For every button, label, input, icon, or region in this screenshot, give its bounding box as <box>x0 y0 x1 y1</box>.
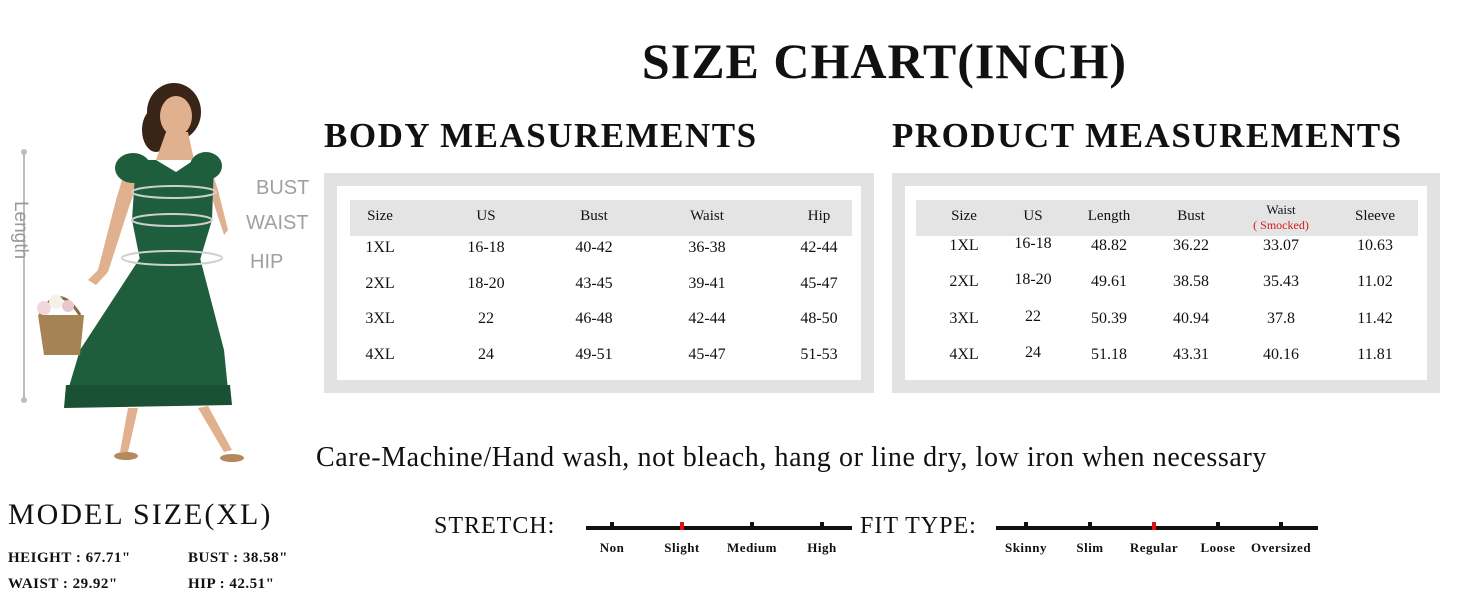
body-table-cell: 1XL <box>365 239 395 256</box>
product-table-inner <box>905 186 1427 380</box>
product-table-cell: 40.16 <box>1263 346 1299 363</box>
stretch-option-high: High <box>807 540 837 555</box>
hip-label: HIP <box>250 251 284 273</box>
body-header-cell: Bust <box>580 208 608 224</box>
model-size-title: MODEL SIZE(XL) <box>8 498 273 531</box>
stretch-tick <box>750 522 754 530</box>
product-table-cell: 43.31 <box>1173 346 1209 363</box>
product-measurements-title: PRODUCT MEASUREMENTS <box>892 116 1403 155</box>
product-header-cell <box>1253 202 1309 233</box>
body-table-cell: 18-20 <box>467 275 505 292</box>
model-photo <box>28 80 258 475</box>
product-table-cell: 24 <box>1025 344 1041 361</box>
body-header-cell: Waist <box>690 208 724 224</box>
product-header-cell: US <box>1023 208 1043 224</box>
product-table-cell: 37.8 <box>1267 310 1295 327</box>
body-table-inner <box>337 186 861 380</box>
product-table-cell: 51.18 <box>1091 346 1127 363</box>
fit-type-option-skinny: Skinny <box>1004 540 1048 555</box>
fit-type-tick <box>1216 522 1220 530</box>
product-table-cell: 50.39 <box>1091 310 1127 327</box>
body-table-cell: 43-45 <box>575 275 613 292</box>
fit-type-option-regular: Regular <box>1129 540 1179 555</box>
product-table-cell: 10.63 <box>1357 237 1393 254</box>
waist-header-label: Waist <box>1266 202 1296 217</box>
body-table-cell: 51-53 <box>800 346 838 363</box>
product-header-cell: Bust <box>1177 208 1205 224</box>
stretch-option-medium: Medium <box>727 540 777 555</box>
product-table-cell: 3XL <box>949 310 979 327</box>
body-table-cell: 48-50 <box>800 310 838 327</box>
length-label: Length <box>10 200 31 260</box>
fit-type-tick <box>1152 522 1156 530</box>
model-waist: WAIST : 29.92" <box>8 576 118 592</box>
body-table-cell: 42-44 <box>800 239 838 256</box>
product-header-cell: Length <box>1087 208 1131 224</box>
stretch-tick <box>680 522 684 530</box>
product-table-cell: 33.07 <box>1263 237 1299 254</box>
product-table-cell: 48.82 <box>1091 237 1127 254</box>
body-table-cell: 16-18 <box>467 239 505 256</box>
bust-label: BUST <box>256 177 310 199</box>
stretch-tick <box>820 522 824 530</box>
stretch-option-non: Non <box>599 540 625 555</box>
product-table-cell: 35.43 <box>1263 273 1299 290</box>
product-table-cell: 40.94 <box>1173 310 1209 327</box>
length-indicator-line <box>23 152 25 400</box>
product-header-cell: Size <box>951 208 977 224</box>
fit-type-tick <box>1024 522 1028 530</box>
body-table-cell: 2XL <box>365 275 395 292</box>
product-table-cell: 22 <box>1025 308 1041 325</box>
fit-type-option-oversized: Oversized <box>1250 540 1312 555</box>
product-table-cell: 4XL <box>949 346 979 363</box>
model-height: HEIGHT : 67.71" <box>8 550 131 566</box>
model-hip: HIP : 42.51" <box>188 576 275 592</box>
care-instructions: Care-Machine/Hand wash, not bleach, hang or line dry, low iron when necessary <box>316 442 1267 473</box>
stretch-scale <box>586 526 852 555</box>
body-table-cell: 45-47 <box>800 275 838 292</box>
body-table-cell: 40-42 <box>575 239 613 256</box>
body-table-cell: 24 <box>478 346 494 363</box>
product-table-cell: 2XL <box>949 273 979 290</box>
fit-type-tick <box>1088 522 1092 530</box>
body-table-cell: 36-38 <box>688 239 726 256</box>
fit-type-label: FIT TYPE: <box>860 513 977 539</box>
stretch-tick <box>610 522 614 530</box>
fit-type-tick <box>1279 522 1283 530</box>
waist-label: WAIST <box>246 212 309 234</box>
fit-type-option-slim: Slim <box>1076 540 1104 555</box>
stretch-option-slight: Slight <box>664 540 700 555</box>
product-table-cell: 18-20 <box>1014 271 1052 288</box>
body-table-cell: 42-44 <box>688 310 726 327</box>
body-measurements-title: BODY MEASUREMENTS <box>324 116 758 155</box>
product-table-cell: 16-18 <box>1014 235 1052 252</box>
body-header-cell: US <box>476 208 496 224</box>
body-table-cell: 4XL <box>365 346 395 363</box>
body-table-cell: 3XL <box>365 310 395 327</box>
body-table-cell: 39-41 <box>688 275 726 292</box>
body-table-cell: 45-47 <box>688 346 726 363</box>
page-title: SIZE CHART(INCH) <box>641 33 1128 89</box>
body-table-cell: 46-48 <box>575 310 613 327</box>
fit-type-scale <box>996 526 1318 555</box>
product-table-cell: 49.61 <box>1091 273 1127 290</box>
body-table-cell: 22 <box>478 310 494 327</box>
body-table-cell: 49-51 <box>575 346 613 363</box>
product-table-cell: 1XL <box>949 237 979 254</box>
product-table-cell: 11.42 <box>1357 310 1393 327</box>
product-table-cell: 11.81 <box>1357 346 1393 363</box>
fit-type-option-loose: Loose <box>1200 540 1236 555</box>
product-table-cell: 36.22 <box>1173 237 1209 254</box>
body-measurements-table <box>324 173 874 393</box>
product-measurements-table <box>892 173 1440 393</box>
model-bust: BUST : 38.58" <box>188 550 288 566</box>
stretch-label: STRETCH: <box>434 513 556 539</box>
body-header-cell: Size <box>367 208 393 224</box>
product-table-header <box>916 200 1418 236</box>
product-header-cell: Sleeve <box>1355 208 1395 224</box>
body-header-cell: Hip <box>807 208 831 224</box>
product-table-cell: 38.58 <box>1173 273 1209 290</box>
product-table-cell: 11.02 <box>1357 273 1393 290</box>
smocked-note: ( Smocked) <box>1253 218 1309 232</box>
